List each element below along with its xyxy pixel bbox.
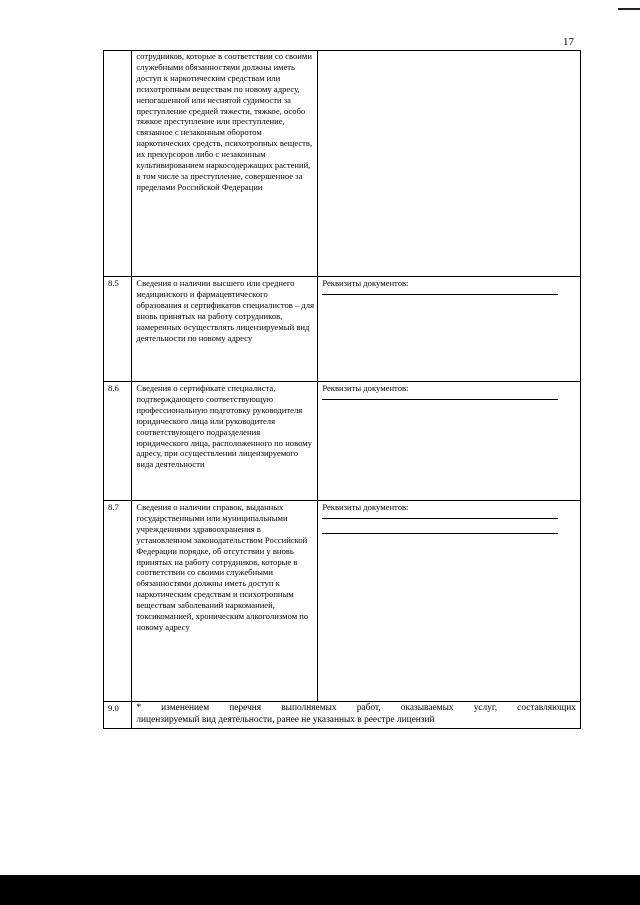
- table-row-8-6: [104, 382, 581, 501]
- row-number: 8.5: [104, 277, 132, 382]
- description-text: сотрудников, которые в соответствии со своими служебными обязанностями должны иметь доступ к наркотическим средствам или психотропным веществам по новому адресу, непогашенной или неснятой судимости за преступление средней тяжести, тяжкое, особо тяжкое преступление или преступление, связанное с незаконным оборотом наркотических средств, психотропных веществ, их прекурсоров либо с незаконным культивированием наркосодержащих растений, в том числе за преступление, совершенное за пределами Российской Федерации: [136, 51, 313, 192]
- document-details-field[interactable]: [318, 277, 581, 382]
- document-details-label: Реквизиты документов:: [322, 278, 409, 288]
- document-details-label: Реквизиты документов:: [322, 383, 409, 393]
- row-number: 8.7: [104, 501, 132, 702]
- row-number: 9.0: [104, 702, 132, 729]
- document-details-label: Реквизиты документов:: [322, 502, 409, 512]
- document-details-field[interactable]: [318, 382, 581, 501]
- description-text: Сведения о сертификате специалиста, подтверждающего соответствующую профессиональную подготовку руководителя юридического лица или руководителя соответствующего подразделения юридического лица, расположенного по новому адресу, при осуществлении лицензируемого вида деятельности: [136, 383, 312, 470]
- note-text: [132, 702, 581, 729]
- requirements-table: [103, 50, 581, 729]
- row-number: 8.6: [104, 382, 132, 501]
- fill-in-line[interactable]: [322, 533, 558, 534]
- scan-bottom-border: [0, 875, 640, 905]
- row-description: [132, 51, 318, 277]
- table-row: [104, 51, 581, 277]
- description-text: Сведения о наличии справок, выданных государственными или муниципальными учреждениями здравоохранения в установленном законодательством Российской Федерации порядке, об отсутствии у вновь принятых на работу сотрудников, которые в соответствии со своими служебными обязанностями должны иметь доступ к наркотическим средствам и психотропным веществам заболеваний наркоманией, токсикоманией, хроническим алкоголизмом по новому адресу: [136, 502, 309, 632]
- document-details-field[interactable]: [318, 501, 581, 702]
- note-line: лицензируемый вид деятельности, ранее не указанных в реестре лицензий: [136, 714, 435, 725]
- page-number: 17: [563, 36, 574, 48]
- note-line: * изменением перечня выполняемых работ, оказываемых услуг, составляющих: [136, 703, 576, 713]
- row-description: [132, 501, 318, 702]
- fill-in-line[interactable]: [322, 399, 558, 400]
- description-text: Сведения о наличии высшего или среднего медицинского и фармацевтического образования и сертификатов специалистов – для вновь принятых на работу сотрудников, намеренных осуществлять лицензируемый вид деятельности по новому адресу: [136, 278, 315, 343]
- fill-in-line[interactable]: [322, 294, 558, 295]
- table-row-8-5: [104, 277, 581, 382]
- table-row-9-0: [104, 702, 581, 729]
- scan-edge-mark: [618, 8, 640, 10]
- fill-in-line[interactable]: [322, 518, 558, 519]
- row-description: [132, 382, 318, 501]
- row-description: [132, 277, 318, 382]
- row-field-cell: [318, 51, 581, 277]
- table-row-8-7: [104, 501, 581, 702]
- row-number: [104, 51, 132, 277]
